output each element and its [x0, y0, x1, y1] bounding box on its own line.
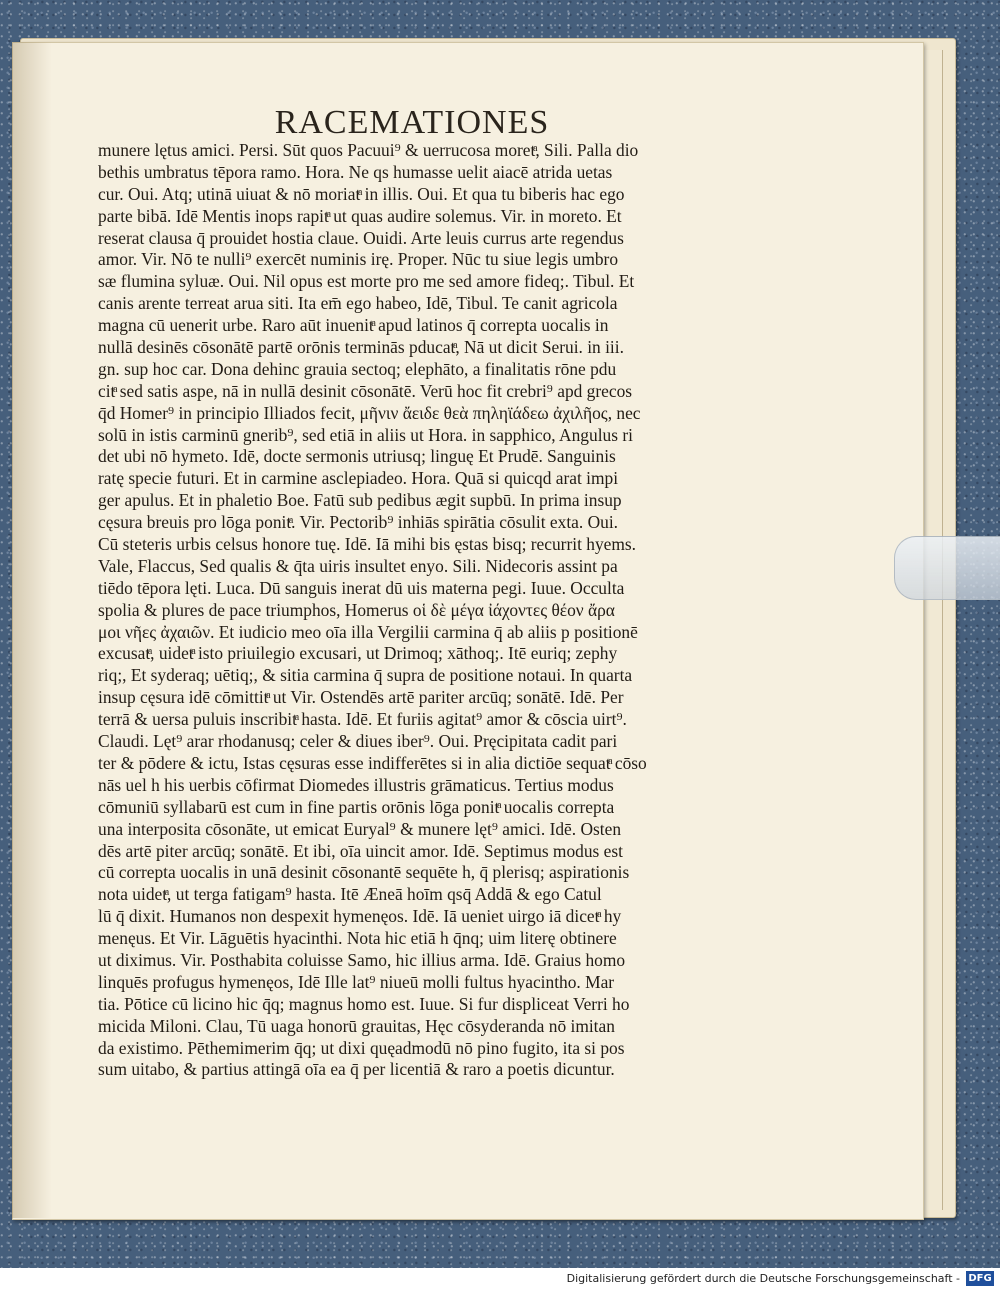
- text-line: cęsura breuis pro lōga ponitͣ. Vir. Pectorib⁹ inhiās spirātia cōsulit exta. Oui.: [98, 512, 619, 533]
- text-line: ratę specie futuri. Et in carmine asclepiadeo. Hora. Quā si quicqd arat impi: [98, 468, 619, 489]
- text-line: tiēdo tēpora lęti. Luca. Dū sanguis inerat dū uis materna pegi. Iuue. Occulta: [98, 577, 625, 598]
- text-line: bethis umbratus tēpora ramo. Hora. Ne qs humasse uelit aiacē atrida uetas: [98, 161, 613, 182]
- text-line: nota uidetͣ, ut terga fatigam⁹ hasta. Itē Æneā hoīm qsq̄ Addā & ego Catul: [98, 884, 602, 905]
- text-line: terrā & uersa puluis inscribitͣ hasta. Idē. Et furiis agitat⁹ amor & cōscia uirt⁹.: [98, 709, 627, 730]
- text-line: Claudi. Lęt⁹ arar rhodanusq; celer & diues iber⁹. Oui. Pręcipitata cadit pari: [98, 731, 618, 752]
- text-line: ger apulus. Et in phaletio Boe. Fatū sub pedibus ægit supbū. In prima insup: [98, 490, 622, 511]
- text-line: menęus. Et Vir. Lāguētis hyacinthi. Nota hic etiā h q̄nq; uim literę obtinere: [98, 928, 617, 949]
- text-line: det ubi nō hymeto. Idē, docte sermonis utriusq; linguę Et Prudē. Sanguinis: [98, 446, 616, 467]
- text-line: amor. Vir. Nō te nulli⁹ exercēt numinis irę. Proper. Nūc tu siue legis umbro: [98, 249, 619, 270]
- text-line: μοι νῆες ἀχαιῶν. Et iudicio meo oīa illa Vergilii carmina q̄ ab aliis p positionē: [98, 621, 638, 642]
- text-line: magna cū uenerit urbe. Raro aūt inuenitͣ apud latinos q̄ correpta uocalis in: [98, 315, 609, 336]
- page-heading: RACEMATIONES: [274, 104, 550, 141]
- text-line: excusatͣ, uidetͣ isto priuilegio excusari, ut Drimoq; xāthoq;. Itē euriq; zephy: [98, 643, 618, 664]
- text-line: gn. sup hoc car. Dona dehinc grauia sectoq; elephāto, a finalitatis rōne pdu: [98, 358, 617, 379]
- text-line: da existimo. Pēthemimerim q̄q; ut dixi quęadmodū nō pino fugito, ita si pos: [98, 1037, 625, 1058]
- text-line: ter & pōdere & ictu, Istas cęsuras esse indifferētes si in alia dictiōe sequatͣ cōso: [98, 752, 647, 773]
- text-line: sum uitabo, & partius attingā oīa ea q̄ per licentiā & raro a poetis dicuntur.: [98, 1059, 615, 1080]
- text-line: Cū steteris urbis celsus honore tuę. Idē. Iā mihi bis ęstas bisq; recurrit hyems.: [98, 534, 637, 555]
- page-clip: [894, 536, 1000, 600]
- text-line: linquēs profugus hymenęos, Idē Ille lat⁹ niueū molli fultus hyacintho. Mar: [98, 971, 615, 992]
- text-line: spolia & plures de pace triumphos, Homerus οἱ δὲ μέγα ἰάχοντες θέον ἄρα: [98, 599, 615, 620]
- text-line: citͣ sed satis aspe, nā in nullā desinit cōsonātē. Verū hoc fit crebri⁹ apd grecos: [98, 380, 633, 401]
- text-line: dēs artē piter arcūq; sonātē. Et ibi, oīa uincit amor. Idē. Septimus modus est: [98, 840, 623, 861]
- text-line: ut diximus. Vir. Posthabita coluisse Samo, hic illius arma. Idē. Graius homo: [98, 949, 626, 970]
- text-line: nullā desinēs cōsonātē partē orōnis terminās pducatͣ, Nā ut dicit Serui. in iii.: [98, 337, 624, 358]
- text-line: solū in istis carminū gnerib⁹, sed etiā in aliis ut Hora. in sapphico, Angulus ri: [98, 424, 633, 445]
- text-block: [98, 140, 758, 1081]
- text-line: insup cęsura idē cōmittitͣ ut Vir. Ostendēs artē pariter arcūq; sonātē. Idē. Per: [98, 687, 624, 708]
- text-line: micida Miloni. Clau, Tū uaga honorū grauitas, Hęc cōsyderanda nō imitan: [98, 1015, 615, 1036]
- footer-credit: Digitalisierung gefördert durch die Deutsche Forschungsgemeinschaft -: [566, 1272, 960, 1285]
- text-line: una interposita cōsonāte, ut emicat Euryal⁹ & munere lęt⁹ amici. Idē. Osten: [98, 818, 622, 839]
- text-line: canis arente terreat arua siti. Ita em̄ ego habeo, Idē, Tibul. Te canit agricola: [98, 293, 618, 314]
- footer-bar: [0, 1268, 1000, 1290]
- text-line: q̄d Homer⁹ in principio Illiados fecit, μῆνιν ἄειδε θεὰ πηληϊάδεω ἀχιλῆος, nec: [98, 402, 641, 423]
- text-line: tia. Pōtice cū licino hic q̄q; magnus homo est. Iuue. Si fur displiceat Verri ho: [98, 993, 630, 1014]
- text-line: sæ flumina syluæ. Oui. Nil opus est morte pro me sed amore fideq;. Tibul. Et: [98, 271, 635, 292]
- text-line: parte bibā. Idē Mentis inops rapitͣ ut quas audire solemus. Vir. in moreto. Et: [98, 205, 622, 226]
- text-line: reserat clausa q̄ prouidet hostia claue. Ouidi. Arte leuis currus arte regendus: [98, 227, 624, 248]
- gutter-shadow: [12, 42, 52, 1218]
- text-line: riq;, Et syderaq; uētiq;, & sitia carmina q̄ supra de positione notaui. In quarta: [98, 665, 633, 686]
- text-line: nās uel h his uerbis cōfirmat Diomedes illustris grāmaticus. Tertius modus: [98, 774, 614, 795]
- text-line: cū correpta uocalis in unā desinit cōsonantē sequēte h, q̄ plerisq; aspirationis: [98, 862, 630, 883]
- text-line: munere lętus amici. Persi. Sūt quos Pacuui⁹ & uerrucosa moretͣ, Sili. Palla dio: [98, 140, 639, 160]
- dfg-logo-icon[interactable]: DFG: [966, 1271, 994, 1286]
- text-line: cōmuniū syllabarū est cum in fine partis orōnis lōga ponitͣ uocalis correpta: [98, 796, 615, 817]
- text-line: Vale, Flaccus, Sed qualis & q̄ta uiris insultet enyo. Sili. Nidecoris assint pa: [98, 555, 618, 576]
- text-line: lū q̄ dixit. Humanos non despexit hymenęos. Idē. Iā ueniet uirgo iā dicetͣ hy: [98, 906, 622, 927]
- text-line: cur. Oui. Atq; utinā uiuat & nō moriatͣ in illis. Oui. Et qua tu biberis hac ego: [98, 183, 625, 204]
